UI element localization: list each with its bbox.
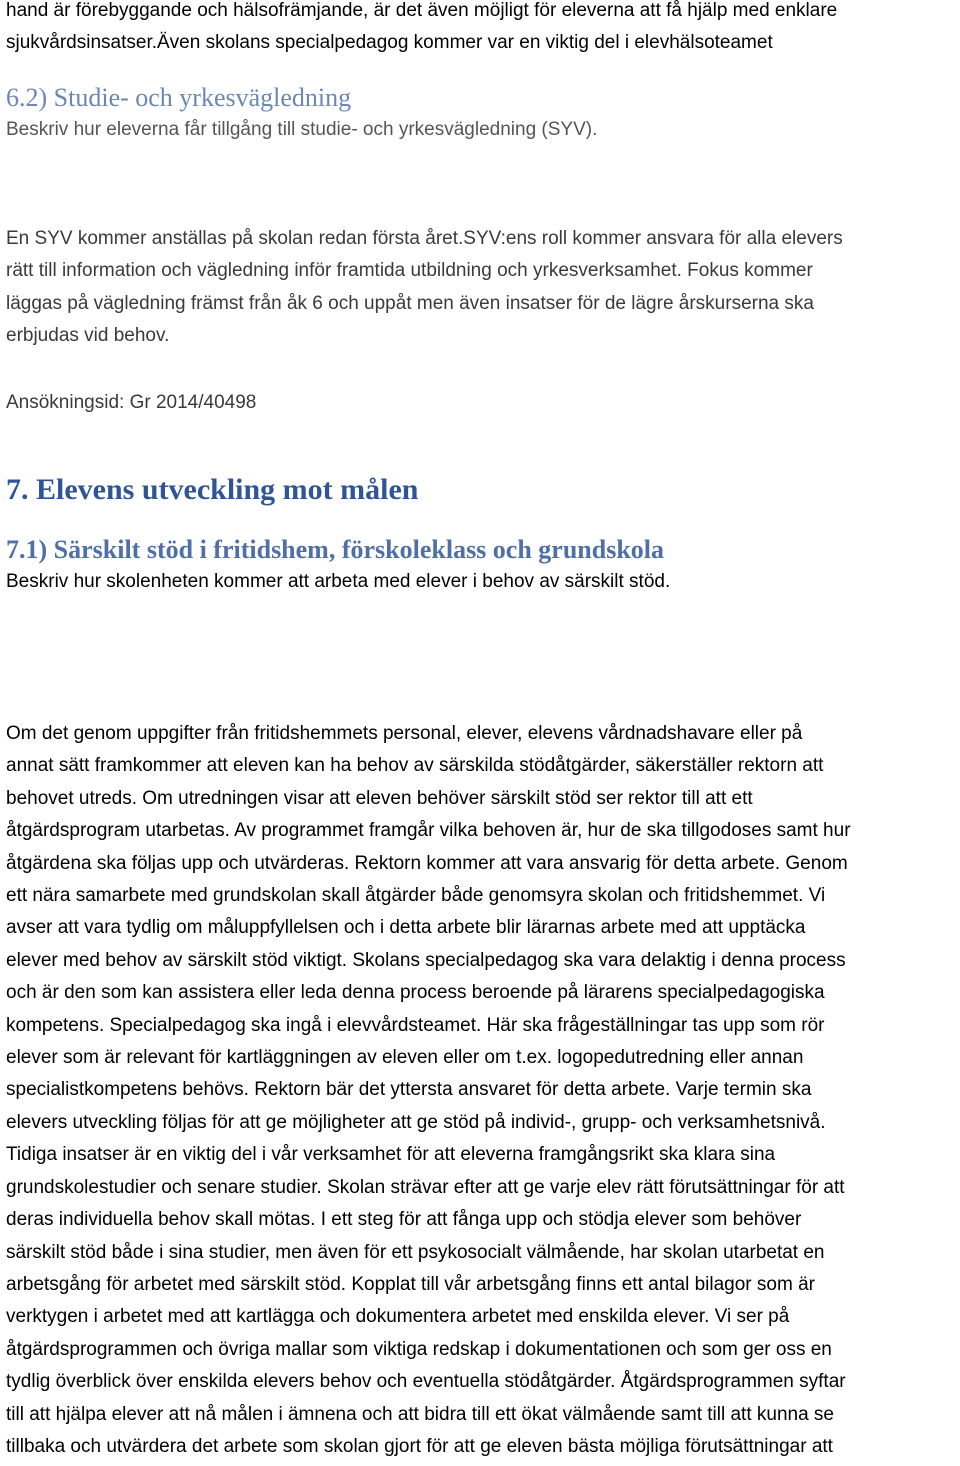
section-7-1-description: Beskriv hur skolenheten kommer att arbeta med elever i behov av särskilt stöd. [6, 571, 671, 592]
answer-line: kompetens. Specialpedagog ska ingå i elevvårdsteamet. Här ska frågeställningar tas upp som rör [6, 1014, 825, 1036]
intro-line: sjukvårdsinsatser.Även skolans specialpedagog kommer var en viktig del i elevhälsoteamet [6, 32, 773, 54]
answer-line: särskilt stöd både i sina studier, men även för ett psykosocialt välmående, har skolan utarbetat en [6, 1241, 825, 1263]
answer-line: verktygen i arbetet med att kartlägga och dokumentera arbetet med enskilda elever. Vi ser på [6, 1306, 790, 1328]
answer-line: specialistkompetens behövs. Rektorn bär det yttersta ansvaret för detta arbete. Varje termin ska [6, 1079, 812, 1101]
answer-line: åtgärdena ska följas upp och utvärderas. Rektorn kommer att vara ansvarig för detta arbete. Genom [6, 852, 848, 874]
answer-line: åtgärdsprogram utarbetas. Av programmet framgår vilka behoven är, hur de ska tillgodoses samt hur [6, 820, 851, 842]
answer-line: arbetsgång för arbetet med särskilt stöd. Kopplat till vår arbetsgång finns ett antal bilagor som är [6, 1273, 815, 1295]
answer-line: deras individuella behov skall mötas. I ett steg för att fånga upp och stödja elever som behöver [6, 1209, 802, 1231]
answer-line: annat sätt framkommer att eleven kan ha behov av särskilda stödåtgärder, säkerställer rektorn att [6, 755, 824, 777]
intro-paragraph [6, 0, 958, 60]
answer-line: rätt till information och vägledning inför framtida utbildning och yrkesverksamhet. Fokus kommer [6, 260, 813, 282]
answer-line: elevers utveckling följas för att ge möjligheter att ge stöd på individ-, grupp- och verksamhetsnivå. [6, 1111, 826, 1133]
answer-line: behovet utreds. Om utredningen visar att eleven behöver särskilt stöd ser rektor till att ett [6, 787, 753, 809]
answer-line: avser att vara tydlig om måluppfyllelsen och i detta arbete blir lärarnas arbete med att upptäcka [6, 917, 806, 939]
section-7-1 [6, 533, 958, 597]
answer-line: Om det genom uppgifter från fritidshemmets personal, elever, elevens vårdnadshavare eller på [6, 723, 803, 744]
answer-line: åtgärdsprogrammen och övriga mallar som viktiga redskap i dokumentationen och som ger oss en [6, 1338, 832, 1360]
answer-line: läggas på vägledning främst från åk 6 och uppåt men även insatser för de lägre årskurserna ska [6, 292, 814, 314]
application-id-text: Ansökningsid: Gr 2014/40498 [6, 392, 257, 413]
answer-line: grundskolestudier och senare studier. Skolan strävar efter att ge varje elev rätt förutsättningar för att [6, 1176, 845, 1198]
answer-line: erbjudas vid behov. [6, 325, 170, 347]
answer-line: elever med behov av särskilt stöd viktigt. Skolans specialpedagog ska vara delaktig i denna process [6, 949, 846, 971]
section-6-2 [6, 81, 958, 145]
answer-line: Tidiga insatser är en viktig del i vår verksamhet för att eleverna framgångsrikt ska klara sina [6, 1144, 776, 1166]
application-id [6, 387, 958, 419]
answer-line: tydlig överblick över enskilda elevers behov och eventuella stödåtgärder. Åtgärdsprogrammen syftar [6, 1371, 846, 1393]
answer-line: tillbaka och utvärdera det arbete som skolan gjort för att ge eleven bästa möjliga förutsättningar att [6, 1435, 833, 1457]
intro-line: hand är förebyggande och hälsofrämjande, är det även möjligt för eleverna att få hjälp med enklare [6, 0, 838, 21]
section-7-1-heading: 7.1) Särskilt stöd i fritidshem, förskoleklass och grundskola [6, 535, 665, 564]
answer-line: elever som är relevant för kartläggningen av eleven eller om t.ex. logopedutredning eller annan [6, 1047, 804, 1069]
answer-line: och är den som kan assistera eller leda denna process beroende på lärarens specialpedagogiska [6, 982, 825, 1004]
section-6-2-heading: 6.2) Studie- och yrkesvägledning [6, 83, 352, 112]
section-7 [6, 471, 958, 509]
answer-line: till att hjälpa elever att nå målen i ämnena och att bidra till ett ökat välmående samt till att kunna se [6, 1403, 835, 1425]
answer-line: En SYV kommer anställas på skolan redan första året.SYV:ens roll kommer ansvara för alla elevers [6, 228, 843, 249]
section-7-heading: 7. Elevens utveckling mot målen [6, 473, 419, 506]
answer-line: ett nära samarbete med grundskolan skall åtgärder både genomsyra skolan och fritidshemmet. Vi [6, 885, 826, 907]
section-7-1-answer [6, 718, 958, 1463]
section-6-2-description: Beskriv hur eleverna får tillgång till studie- och yrkesvägledning (SYV). [6, 119, 598, 140]
section-6-2-answer [6, 223, 958, 353]
